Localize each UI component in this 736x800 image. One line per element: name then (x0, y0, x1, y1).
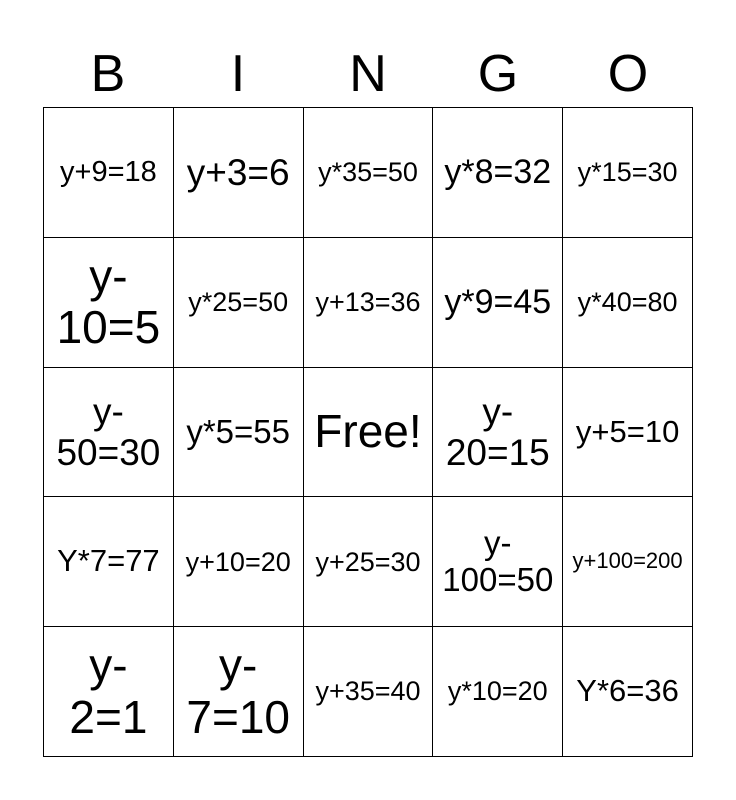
bingo-header (43, 42, 693, 106)
bingo-cell[interactable]: y*25=50 (174, 238, 304, 368)
bingo-cell[interactable]: Y*7=77 (44, 497, 174, 627)
free-space-cell[interactable]: Free! (304, 368, 434, 498)
bingo-board (43, 107, 693, 757)
header-letter-g: G (477, 45, 519, 103)
bingo-cell[interactable]: y+100=200 (563, 497, 693, 627)
bingo-cell[interactable]: y+9=18 (44, 108, 174, 238)
bingo-cell[interactable]: y- 50=30 (44, 368, 174, 498)
bingo-cell[interactable]: y*5=55 (174, 368, 304, 498)
bingo-cell[interactable]: y*40=80 (563, 238, 693, 368)
bingo-cell[interactable]: y*8=32 (433, 108, 563, 238)
bingo-cell[interactable]: y- 10=5 (44, 238, 174, 368)
bingo-cell[interactable]: Y*6=36 (563, 627, 693, 757)
bingo-cell[interactable]: y- 7=10 (174, 627, 304, 757)
bingo-cell[interactable]: y- 100=50 (433, 497, 563, 627)
header-letter-o: O (607, 45, 649, 103)
bingo-cell[interactable]: y- 20=15 (433, 368, 563, 498)
bingo-cell[interactable]: y+5=10 (563, 368, 693, 498)
header-letter-n: N (349, 45, 387, 103)
bingo-cell[interactable]: y*10=20 (433, 627, 563, 757)
bingo-cell[interactable]: y+10=20 (174, 497, 304, 627)
bingo-cell[interactable]: y+25=30 (304, 497, 434, 627)
bingo-cell[interactable]: y*9=45 (433, 238, 563, 368)
bingo-cell[interactable]: y*35=50 (304, 108, 434, 238)
bingo-cell[interactable]: y- 2=1 (44, 627, 174, 757)
bingo-cell[interactable]: y+13=36 (304, 238, 434, 368)
header-letter-b: B (90, 45, 126, 103)
bingo-cell[interactable]: y+35=40 (304, 627, 434, 757)
header-letter-i: I (230, 45, 246, 103)
bingo-cell[interactable]: y+3=6 (174, 108, 304, 238)
bingo-cell[interactable]: y*15=30 (563, 108, 693, 238)
